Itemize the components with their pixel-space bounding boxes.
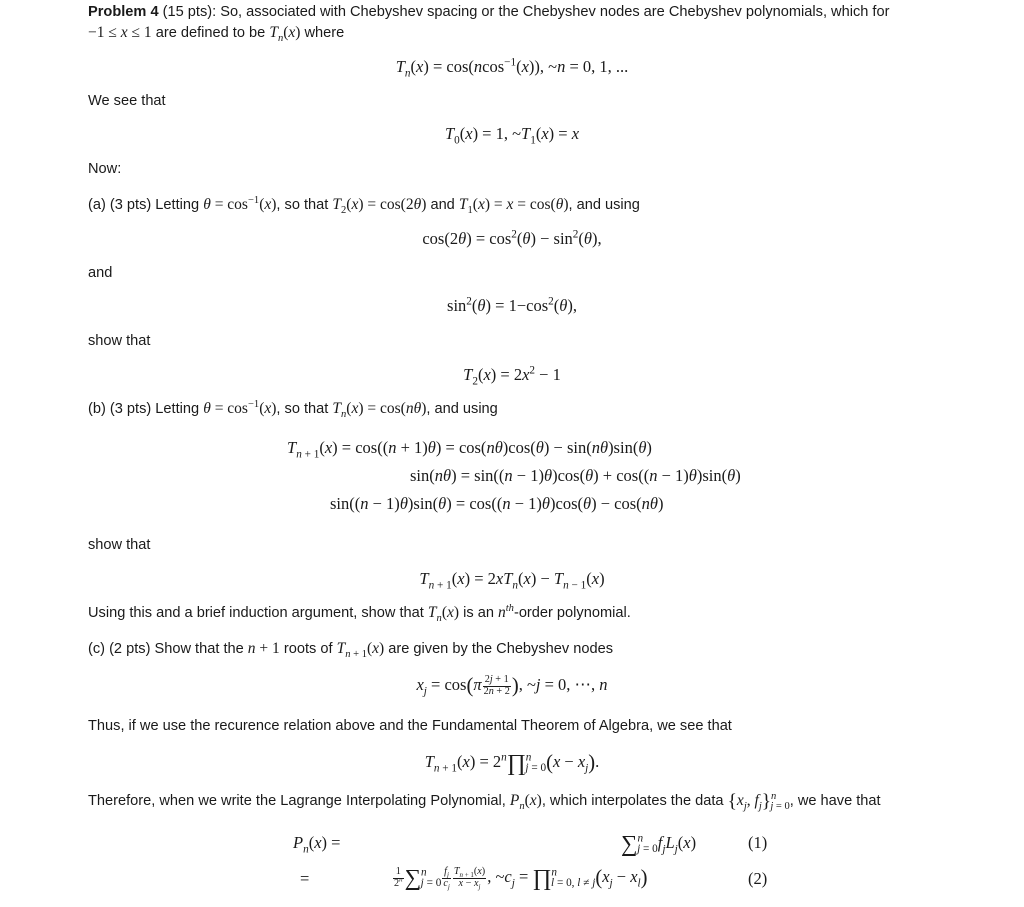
pn-symbol: $P_n(x)$ (509, 792, 542, 813)
equals-sign: = (300, 869, 310, 888)
part-c-statement (88, 639, 613, 659)
part-b-prefix: (b) (3 pts) Letting (88, 401, 200, 417)
part-c-mid: roots of (283, 641, 333, 657)
equation-b-line-2: sin(nθ) = sin((n − 1)θ)cos(θ) + cos((n − 1)θ)sin(θ) (410, 466, 741, 485)
equation-t2: $T_2(x) = 2x^2 - 1$ (463, 364, 561, 388)
part-c-prefix: (c) (2 pts) Show that the (88, 641, 244, 657)
we-see-text: We see that (88, 93, 166, 109)
equation-product-form: $T_{n + 1}(x)$ = $2^n\prod^n_{j = 0}(x - x_j)$. (424, 749, 600, 775)
equation-lagrange-sum: $\sum^n_{j = 0}f_jL_j(x)$ (621, 830, 697, 856)
equation-label-1: (1) (748, 833, 768, 852)
equation-double-angle: $\cos(2\theta) = \cos^2(\theta) - \sin^2(\theta)$, (422, 228, 602, 248)
pn-lhs: $P_n(x)$ = (293, 833, 341, 856)
equation-barycentric: $\frac{1}{2^n}$ ∑$^n_{j = 0}$ $\frac{f_j}{c_j}$ $\frac{T_{n + 1}(x)}{x - x_j}$ , $\sim c_j$ = $\prod^n_{l = 0, l \ne j}(x_j - x_l)$ (394, 864, 648, 891)
n-plus-one: n + 1 (247, 640, 280, 657)
equation-label-2: (2) (748, 869, 768, 888)
t1-cos-expression: $T_1(x) = x = \cos(\theta)$ (458, 196, 569, 217)
so-that-text-b: , so that (276, 401, 329, 417)
equation-chebyshev-nodes: $x_j = \cos(\pi$ $\frac{2j + 1}{2n + 2}$ ), ~j = 0, ⋯, n (416, 673, 608, 698)
therefore-pre: Therefore, when we write the Lagrange Interpolating Polynomial, (88, 793, 506, 809)
using-tail: , and using (568, 197, 640, 213)
induction-pre: Using this and a brief induction argument, show that (88, 605, 424, 621)
therefore-statement (88, 791, 881, 812)
t2-cos-expression: $T_2(x) = \cos(2\theta)$ (332, 196, 427, 217)
therefore-mid: , which interpolates the data (541, 793, 724, 809)
theta-def: $\theta = \cos^{-1}(x)$ (203, 194, 277, 213)
equation-t0-t1: $T_0(x) = 1$, $\sim T_1(x) = x$ (444, 124, 580, 147)
part-c-post: are given by the Chebyshev nodes (388, 641, 613, 657)
show-that-a: show that (88, 333, 151, 349)
theta-def-b: $\theta = \cos^{-1}(x)$ (203, 398, 277, 417)
nth-symbol: $n^{th}$ (498, 602, 514, 621)
part-b-statement (88, 399, 498, 419)
problem-intro-line-2 (88, 23, 344, 43)
intro-defined-text: are defined to be (155, 25, 266, 41)
problem-label: Problem 4 (88, 4, 159, 20)
equation-tn-definition: $T_n(x) = \cos(ncos^{-1}(x))$, ~n = 0, 1, ... (395, 56, 629, 80)
and-word: and (430, 197, 455, 213)
part-a-prefix: (a) (3 pts) Letting (88, 197, 200, 213)
equation-b-line-3: sin((n − 1)θ)sin(θ) = cos((n − 1)θ)cos(θ) − cos(nθ) (330, 494, 664, 513)
part-a-statement (88, 195, 640, 215)
show-that-b: show that (88, 537, 151, 553)
equation-recurrence: $T_{n + 1}(x) = 2xT_n(x) - T_{n - 1}(x)$ (419, 569, 605, 592)
data-set: {$x_j$, $f_j\}^n_{j = 0}$ (727, 790, 790, 813)
tn-symbol-b: $T_n(x)$ (427, 604, 460, 625)
intro-where-text: where (304, 25, 345, 41)
equation-b-line-1: $T_{n + 1}(x) = \cos((n + 1)\theta) = \cos(n\theta)\cos(\theta) - \sin(n\theta)\sin(\theta)$ (287, 438, 652, 461)
tn-symbol: $T_n(x)$ (269, 24, 301, 45)
equation-pythagorean: $\sin^2(\theta) = 1-\cos^2(\theta)$, (447, 295, 577, 315)
using-tail-b: , and using (426, 401, 498, 417)
and-line: and (88, 265, 113, 281)
problem-intro-text: (15 pts): So, associated with Chebyshev spacing or the Chebyshev nodes are Chebyshev polynomials, which for (162, 4, 890, 20)
thus-text: Thus, if we use the recurence relation above and the Fundamental Theorem of Algebra, we see that (88, 718, 732, 734)
now-text: Now: (88, 161, 122, 177)
induction-statement (88, 603, 631, 623)
tn-cos-expression: $T_n(x) = \cos(n\theta)$ (332, 400, 427, 421)
domain-inequality: −1 ≤ x ≤ 1 (88, 24, 152, 41)
tn-plus-one-symbol: $T_{n + 1}(x)$ (336, 640, 385, 661)
so-that-text: , so that (276, 197, 329, 213)
induction-mid: is an (463, 605, 494, 621)
therefore-post: , we have that (789, 793, 881, 809)
problem-intro-line-1 (88, 2, 889, 22)
induction-post: -order polynomial. (513, 605, 631, 621)
